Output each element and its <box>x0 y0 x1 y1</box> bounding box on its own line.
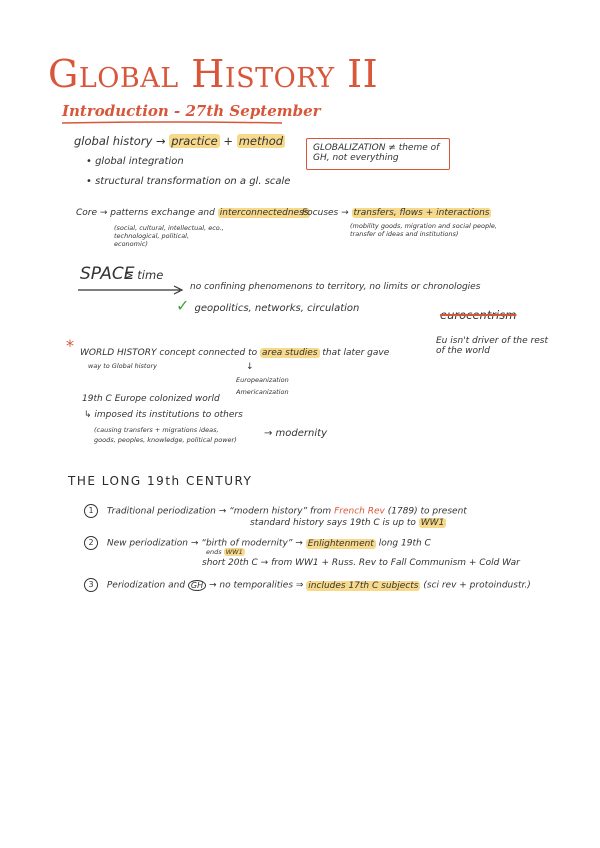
french-rev-text: French Rev <box>334 506 385 517</box>
focuses-note: (mobility goods, migration and social people, transfer of ideas and institutions) <box>350 222 498 238</box>
item-2-number: 2 <box>84 536 98 550</box>
bullet-1: • global integration <box>86 156 184 167</box>
check-line <box>176 296 359 315</box>
item-3-text2: → no temporalities ⇒ <box>209 580 304 591</box>
interconnectedness-highlight: interconnectedness <box>219 208 309 218</box>
item-2-line3: short 20th C → from WW1 + Russ. Rev to Fall Communism + Cold War <box>202 558 520 568</box>
space-arrow <box>78 284 186 296</box>
item-2 <box>84 536 431 550</box>
item-1-line2-text: standard history says 19th C is up to <box>250 518 416 528</box>
focuses-label: Focuses → <box>302 208 349 218</box>
space-word: SPACE <box>80 264 135 284</box>
gh-label: global history → <box>74 134 166 148</box>
europe-line3: (causing transfers + migrations ideas, <box>94 426 219 434</box>
asterisk-icon: * <box>66 336 74 355</box>
globalization-box: GLOBALIZATION ≠ theme of GH, not everything <box>306 138 450 170</box>
subtitle: Introduction - 27th September <box>62 102 321 120</box>
world-history-text-b: that later gave <box>322 348 390 358</box>
section-title: THE LONG 19th CENTURY <box>68 474 253 488</box>
space-description: no confining phenomenons to territory, no limits or chronologies <box>190 282 481 292</box>
item-3-number: 3 <box>84 578 98 592</box>
down-arrow-icon: ↓ <box>246 362 254 372</box>
bullet-2: • structural transformation on a gl. scale <box>86 176 291 187</box>
focuses-line <box>302 208 491 218</box>
item-3-text3: (sci rev + protoindustr.) <box>423 580 531 591</box>
eurocentrism-note: Eu isn't driver of the rest of the world <box>436 336 548 356</box>
item-2-line2 <box>206 548 245 556</box>
plus-sign: + <box>223 134 234 148</box>
europeanization: Europeanization <box>236 376 289 384</box>
17th-c-highlight: includes 17th C subjects <box>308 580 419 591</box>
area-studies-highlight: area studies <box>262 348 318 358</box>
item-2-text: New periodization → “birth of modernity” → <box>106 538 303 549</box>
modernity-arrow: → modernity <box>264 428 327 439</box>
global-history-line <box>74 134 285 148</box>
method-highlight: method <box>238 134 284 148</box>
ends-text: ends <box>206 548 222 556</box>
europe-line1: 19th C Europe colonized world <box>82 394 220 404</box>
world-history-line2: way to Global history <box>88 362 157 370</box>
item-3-text: Periodization and <box>106 580 186 591</box>
check-icon: ✓ <box>176 296 190 315</box>
subtitle-underline <box>62 120 282 126</box>
ww1-highlight: WW1 <box>420 518 445 528</box>
item-1-line2 <box>250 518 446 528</box>
europe-line2: ↳ imposed its institutions to others <box>84 410 243 420</box>
transfers-highlight: transfers, flows + interactions <box>353 208 490 218</box>
item-1-number: 1 <box>84 504 98 518</box>
ww1-highlight-2: WW1 <box>225 548 243 556</box>
practice-highlight: practice <box>171 134 218 148</box>
world-history-text: WORLD HISTORY concept connected to <box>80 348 258 358</box>
gh-circle: GH <box>188 580 206 591</box>
item-1-text2: (1789) to present <box>387 506 467 517</box>
world-history-line <box>80 348 389 358</box>
gt-time: > time <box>124 268 164 282</box>
item-1 <box>84 504 467 518</box>
core-note: (social, cultural, intellectual, eco., technological, political, economic) <box>114 224 224 248</box>
item-1-text: Traditional periodization → “modern history” from <box>106 506 332 517</box>
item-3 <box>84 578 531 592</box>
core-line <box>76 208 310 218</box>
page-title: Global History II <box>48 52 379 96</box>
eurocentrism-word: eurocentrism <box>440 308 517 322</box>
americanization: Americanization <box>236 388 289 396</box>
enlightenment-highlight: Enlightenment <box>307 538 374 549</box>
check-text: geopolitics, networks, circulation <box>194 303 360 314</box>
core-label: Core → patterns exchange and <box>76 208 215 218</box>
item-2-text2: long 19th C <box>378 538 431 549</box>
europe-line4: goods, peoples, knowledge, political power) <box>94 436 237 444</box>
